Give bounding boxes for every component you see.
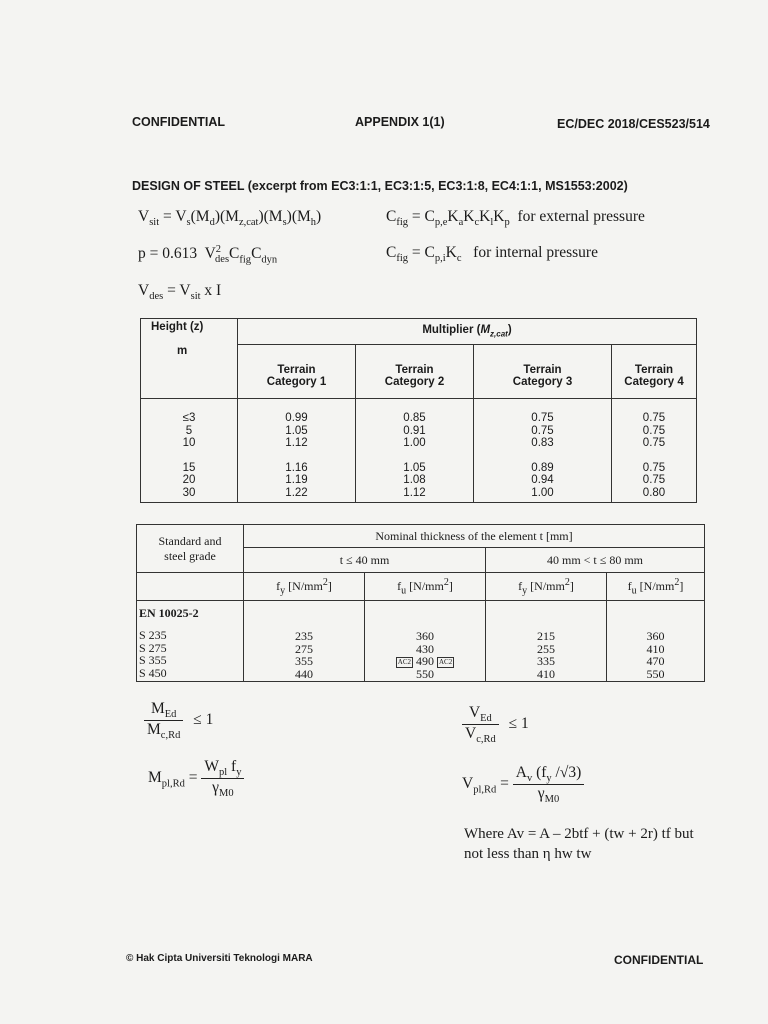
category-1-header: Terrain Category 1 — [238, 345, 356, 399]
eq-vdes: $V_{des} = V_{sit}$ x I — [138, 282, 222, 303]
eq-shear-resistance: $V_{pl,Rd}$ = $\frac{A_v (f_y /√3)}{\gamma_{M0}}$ — [462, 764, 584, 805]
cat1-group1: 0.99 1.05 1.12 — [238, 399, 356, 451]
shear-area-line1: Where Av = A – 2btf + (tw + 2r) tf but — [464, 826, 694, 842]
footer-confidential: CONFIDENTIAL — [614, 953, 704, 967]
footer-copyright: © Hak Cipta Universiti Teknologi MARA — [126, 953, 313, 964]
shear-area-line2: not less than η hw tw — [464, 846, 592, 862]
ac2-open-mark: AC2 — [397, 657, 411, 666]
category-4-header: Terrain Category 4 — [612, 345, 697, 399]
nominal-thickness-header: Nominal thickness of the element t [mm] — [244, 525, 705, 548]
header-appendix: APPENDIX 1(1) — [355, 115, 445, 129]
header-code: EC/DEC 2018/CES523/514 — [557, 117, 710, 131]
cat3-group1: 0.75 0.75 0.83 — [474, 399, 612, 451]
cat1-group2: 1.16 1.19 1.22 — [238, 451, 356, 503]
category-2-header: Terrain Category 2 — [356, 345, 474, 399]
cat3-group2: 0.89 0.94 1.00 — [474, 451, 612, 503]
eq-shear-check: $\frac{V_{Ed}}{V_{c,Rd}}$ ≤ 1 — [462, 704, 529, 745]
height-unit: m — [177, 345, 188, 357]
eq-cfig-external: $C_{fig} = C_{p,e}K_aK_cK_lK_p$ for external pressure — [386, 208, 645, 229]
fu2-values: 360 410 470 550 — [607, 601, 705, 682]
height-header: Height (z) — [151, 321, 204, 333]
multiplier-table — [140, 318, 697, 503]
height-header-cell — [141, 319, 238, 399]
cat4-group1: 0.75 0.75 0.75 — [612, 399, 697, 451]
cfig-external-note: for external pressure — [517, 208, 645, 225]
cat2-group1: 0.85 0.91 1.00 — [356, 399, 474, 451]
fy2-values: 215 255 335 410 — [486, 601, 607, 682]
heights-group2: 15 20 30 — [141, 451, 238, 503]
cat2-group2: 1.05 1.08 1.12 — [356, 451, 474, 503]
grade-header: Standard and steel grade — [137, 525, 244, 573]
p-coefficient: 0.613 — [162, 245, 198, 263]
cat4-group2: 0.75 0.75 0.80 — [612, 451, 697, 503]
multiplier-header: Multiplier $(M_{z,cat})$ — [238, 319, 697, 345]
steel-grade-table — [136, 524, 705, 682]
header-confidential: CONFIDENTIAL — [132, 115, 226, 129]
ac2-close-mark: AC2 — [439, 657, 453, 666]
page-title: DESIGN OF STEEL (excerpt from EC3:1:1, EC3:1:5, EC3:1:8, EC4:1:1, MS1553:2002) — [132, 179, 628, 193]
fy1-values: 235 275 355 440 — [244, 601, 365, 682]
eq-cfig-internal: $C_{fig} = C_{p,i}K_c$ for internal pressure — [386, 244, 598, 265]
grades-cell: EN 10025-2 S 235 S 275 S 355 S 450 — [137, 601, 244, 682]
eq-moment-check: $\frac{M_{Ed}}{M_{c,Rd}}$ ≤ 1 — [144, 700, 213, 741]
eq-vsit: $V_{sit} = V_s(M_d)(M_{z,cat})(M_s)(M_h)$ — [138, 208, 322, 229]
shear-area-note — [464, 824, 694, 864]
standard-label: EN 10025-2 — [139, 606, 199, 620]
fu2-header: $f_u$ $[N/mm^2]$ — [607, 573, 705, 601]
range2-header: 40 mm < t ≤ 80 mm — [486, 548, 705, 573]
fu1-header: $f_u$ $[N/mm^2]$ — [365, 573, 486, 601]
range1-header: t ≤ 40 mm — [244, 548, 486, 573]
eq-pressure: p = 0.613 $V^2_{des}C_{fig}C_{dyn}$ — [138, 244, 278, 266]
cfig-internal-note: for internal pressure — [473, 244, 598, 261]
heights-group1: ≤3 5 10 — [141, 399, 238, 451]
fy2-header: $f_y$ $[N/mm^2]$ — [486, 573, 607, 601]
eq-moment-resistance: $M_{pl,Rd}$ = $\frac{W_{pl} f_y}{\gamma_{M0}}$ — [148, 758, 244, 799]
fy1-header: $f_y$ $[N/mm^2]$ — [244, 573, 365, 601]
fu1-values: 360 430 AC2 490 AC2 550 — [365, 601, 486, 682]
category-3-header: Terrain Category 3 — [474, 345, 612, 399]
